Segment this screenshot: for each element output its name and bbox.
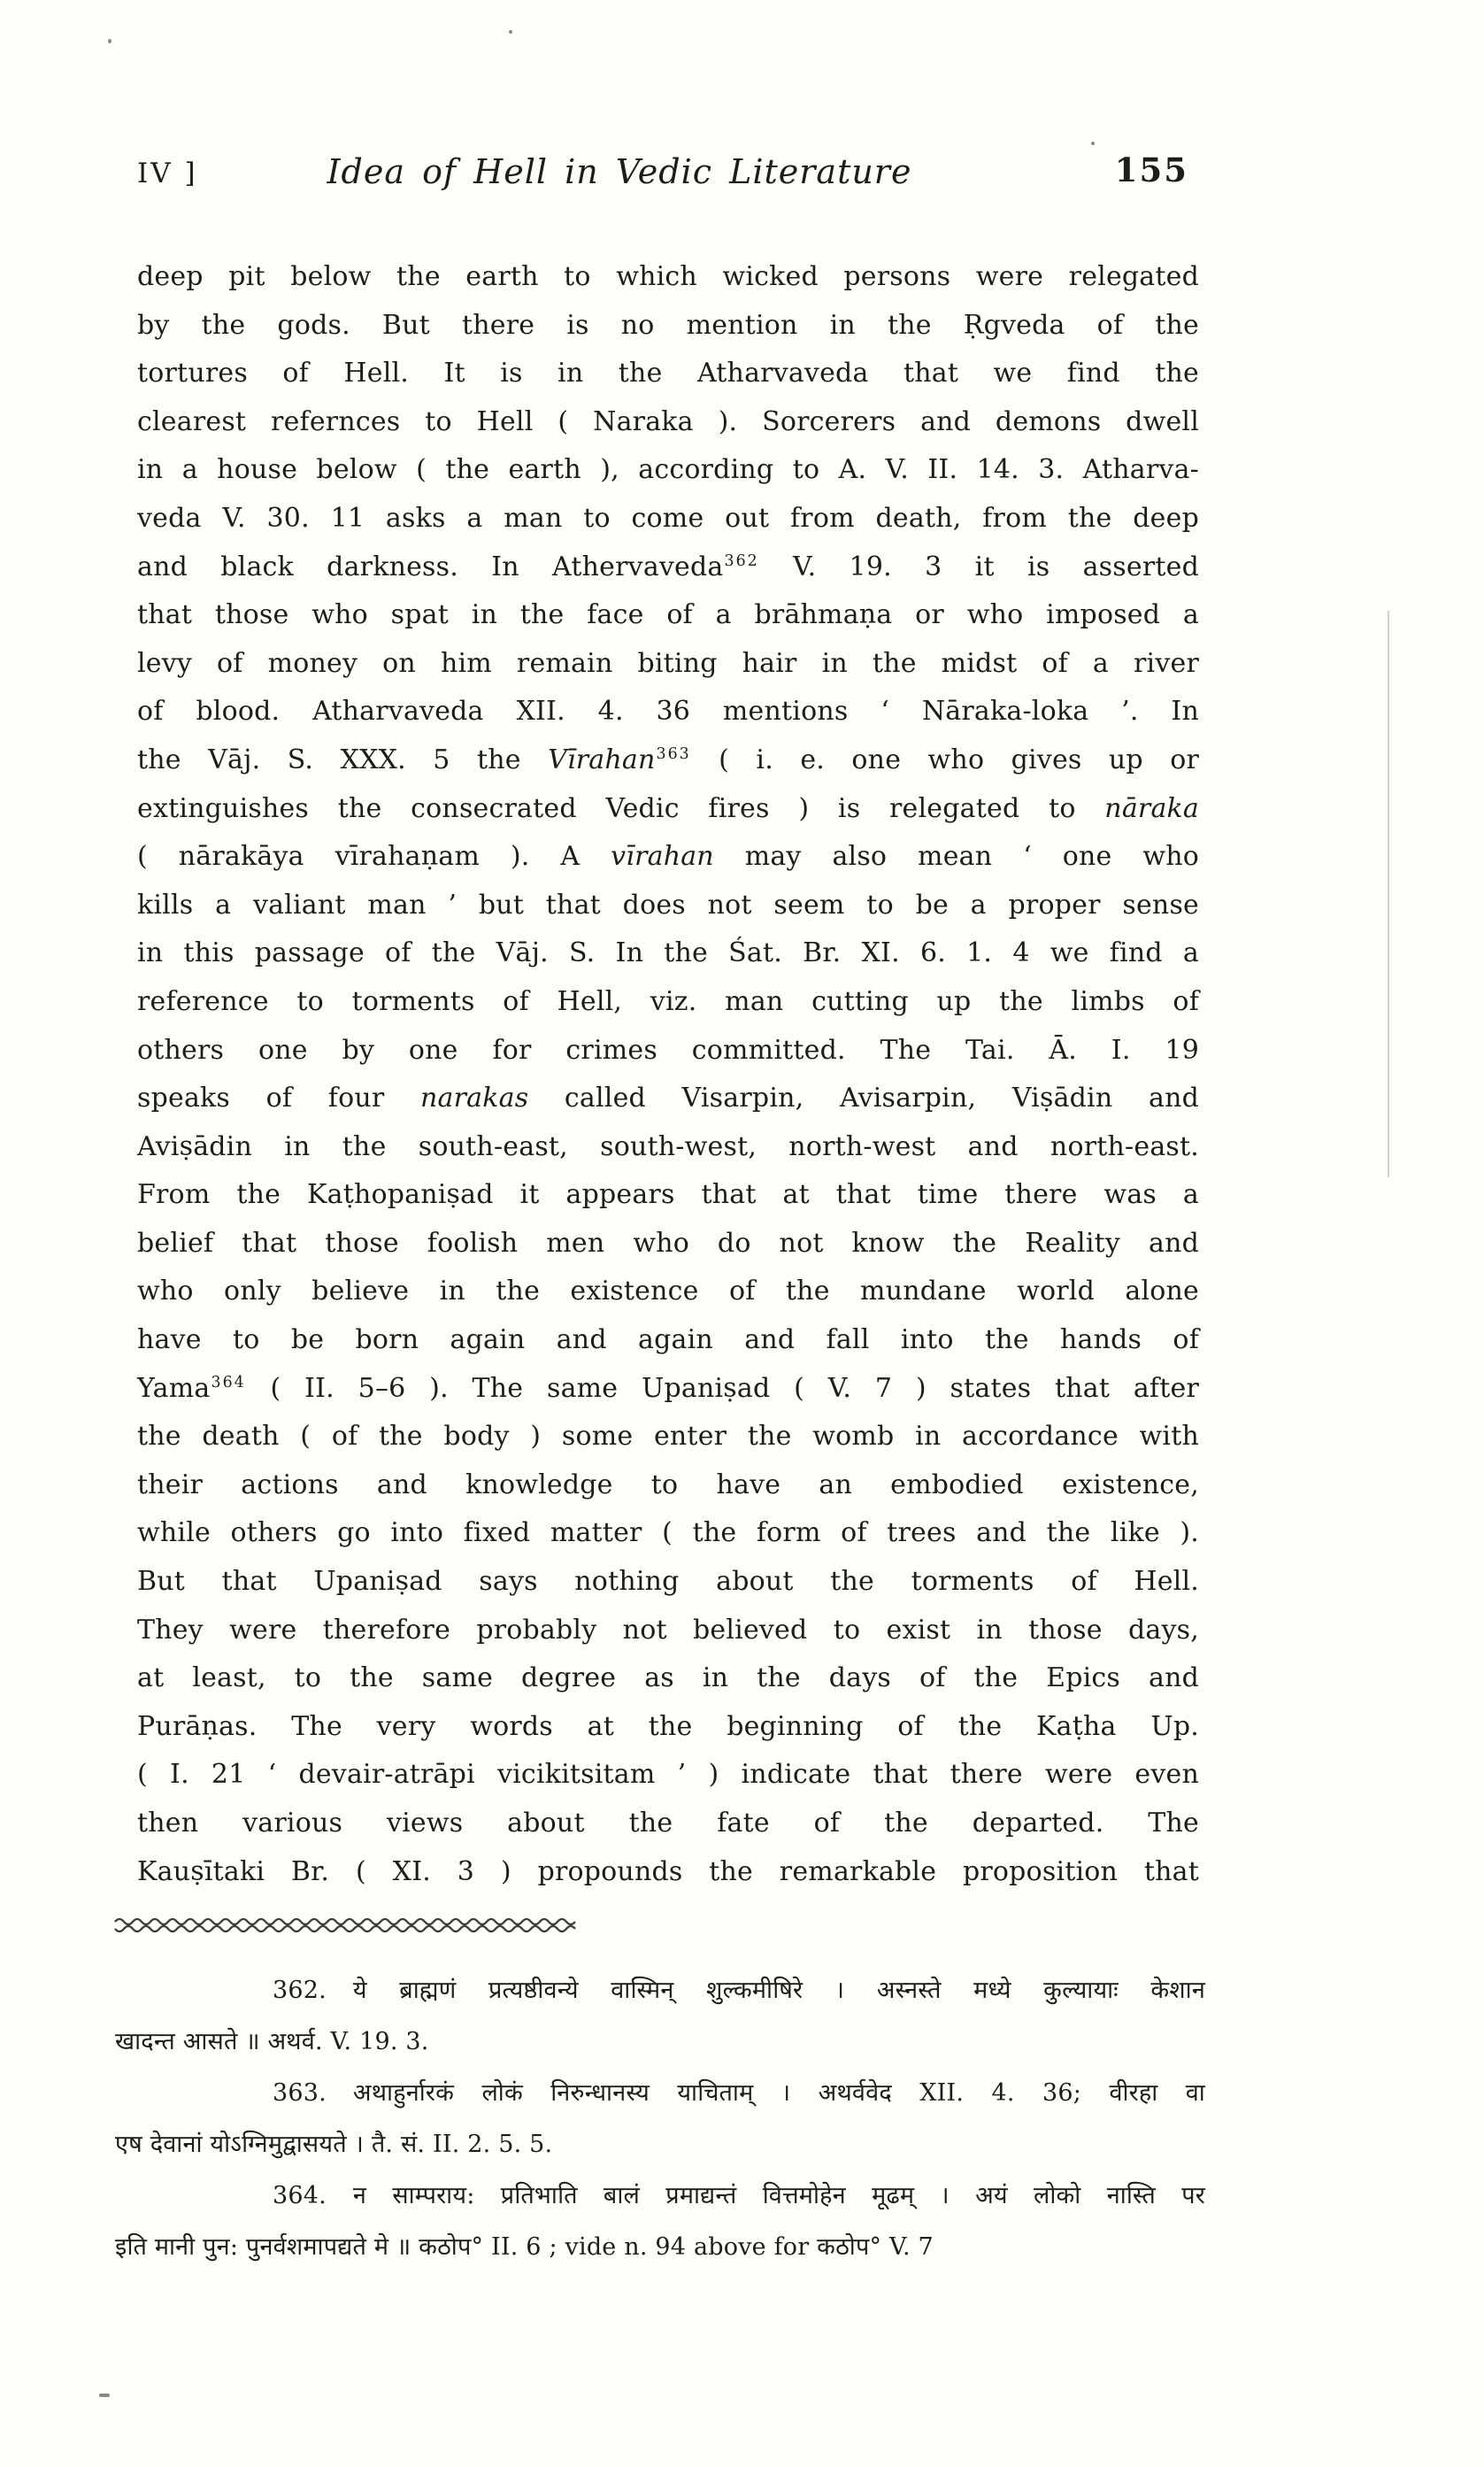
text-line (137, 833, 1199, 882)
text-run: V. 19. 3 it is asserted (759, 551, 1199, 582)
text-run: in a house below ( the earth ), according to A. V. II. 14. 3. Atharva- (137, 454, 1199, 486)
text-line (137, 1027, 1199, 1075)
text-run: अथाहुर्नारकं लोकं निरुन्धानस्य याचिताम् । अथर्ववेद XII. 4. 36; वीरहा वा (352, 2079, 1205, 2107)
text-run: extinguishes the consecrated Vedic fires ) is relegated to (137, 792, 1105, 824)
text-line (137, 1509, 1199, 1558)
text-run: in this passage of the Vāj. S. In the Śat. Br. XI. 6. 1. 4 we find a (137, 937, 1199, 969)
text-line (137, 253, 1199, 302)
text-run: Yama (137, 1372, 211, 1404)
text-run: and black darkness. In Athervaveda (137, 551, 724, 582)
footnote-number: 363. (273, 2079, 327, 2107)
page-header (137, 149, 1199, 202)
running-title: Idea of Hell in Vedic Literature (327, 152, 912, 191)
text-line (137, 1461, 1199, 1510)
text-line (137, 1558, 1199, 1607)
text-line (137, 1365, 1199, 1414)
text-line (137, 1413, 1199, 1461)
text-line (137, 495, 1199, 544)
text-line (137, 1268, 1199, 1316)
footnote-number: 364. (273, 2182, 327, 2209)
text-line (137, 882, 1199, 930)
text-run: ( I. 21 ‘ devair-atrāpi vicikitsitam ’ ) indicate that there were even (137, 1759, 1199, 1791)
text-run: while others go into fixed matter ( the form of trees and the like ). (137, 1517, 1199, 1549)
text-run: न साम्पराय: प्रतिभाति बालं प्रमाद्यन्तं वित्तमोहेन मूढम् । अयं लोको नास्ति पर (352, 2182, 1205, 2209)
footnote-line (115, 2222, 1205, 2273)
text-run: who only believe in the existence of the mundane world alone (137, 1276, 1199, 1307)
text-line (137, 446, 1199, 495)
text-run: ये ब्राह्मणं प्रत्यष्ठीवन्ये वास्मिन् शुल्कमीषिरे । अस्नस्ते मध्ये कुल्यायाः केशान (352, 1977, 1205, 2004)
scan-speck (99, 2394, 110, 2397)
text-line (137, 736, 1199, 785)
text-run: Aviṣādin in the south-east, south-west, north-west and north-east. (137, 1130, 1199, 1162)
text-run: tortures of Hell. It is in the Atharvaveda that we find the (137, 358, 1199, 389)
text-run: called Visarpin, Avisarpin, Viṣādin and (528, 1083, 1199, 1114)
footnote-line (115, 2170, 1205, 2222)
text-run: Vīrahan (548, 744, 656, 775)
text-line (137, 978, 1199, 1027)
text-line (137, 929, 1199, 978)
text-line (137, 1171, 1199, 1220)
text-line (137, 1848, 1199, 1897)
footnote-ref: 364 (211, 1373, 246, 1392)
text-line (137, 1220, 1199, 1268)
text-line (137, 398, 1199, 447)
text-run: at least, to the same degree as in the days of the Epics and (137, 1662, 1199, 1694)
text-run: deep pit below the earth to which wicked persons were relegated (137, 261, 1199, 292)
text-run: veda V. 30. 11 asks a man to come out from death, from the deep (137, 502, 1199, 534)
text-run: Purāṇas. The very words at the beginning of the Kaṭha Up. (137, 1710, 1199, 1742)
text-line (137, 1607, 1199, 1655)
text-run: belief that those foolish men who do not know the Reality and (137, 1227, 1199, 1259)
scan-speck (509, 30, 512, 34)
text-run: then various views about the fate of the departed. The (137, 1808, 1199, 1839)
text-line (137, 1800, 1199, 1848)
footnote-line (115, 1965, 1205, 2016)
footnote-ref: 363 (656, 744, 691, 763)
text-run: of blood. Atharvaveda XII. 4. 36 mentions ‘ Nāraka-loka ’. In (137, 696, 1199, 728)
text-line (137, 1075, 1199, 1123)
text-run: speaks of four (137, 1083, 421, 1114)
chapter-marker: IV ] (137, 158, 198, 189)
text-line (137, 350, 1199, 398)
text-run: levy of money on him remain biting hair in the midst of a river (137, 647, 1199, 679)
text-run: इति मानी पुन: पुनर्वशमापद्यते मे ॥ कठोप° II. 6 ; vide n. 94 above for कठोप° V. 7 (115, 2233, 934, 2261)
text-run: by the gods. But there is no mention in the Ṛgveda of the (137, 309, 1199, 341)
text-run: ( nārakāya vīrahaṇam ). A (137, 841, 611, 873)
text-run: They were therefore probably not believed to exist in those days, (137, 1614, 1199, 1646)
footnote-ref: 362 (724, 551, 759, 570)
text-run: ( i. e. one who gives up or (691, 744, 1199, 775)
text-line (137, 1123, 1199, 1172)
text-line (137, 1654, 1199, 1703)
text-run: narakas (420, 1083, 529, 1114)
text-run: nāraka (1104, 792, 1199, 824)
scan-fold-line (1388, 611, 1389, 1177)
text-line (137, 640, 1199, 689)
main-text (137, 253, 1199, 1896)
text-line (137, 1751, 1199, 1800)
page-number: 155 (1114, 150, 1188, 189)
text-line (137, 591, 1199, 640)
text-run: clearest refernces to Hell ( Naraka ). Sorcerers and demons dwell (137, 405, 1199, 437)
footnote-divider (113, 1916, 577, 1935)
text-run: But that Upaniṣad says nothing about the torments of Hell. (137, 1566, 1199, 1598)
text-run: From the Kaṭhopaniṣad it appears that at that time there was a (137, 1179, 1199, 1211)
scan-speck (108, 39, 111, 43)
footnote-number: 362. (273, 1977, 327, 2004)
text-run: others one by one for crimes committed. The Tai. Ā. I. 19 (137, 1034, 1199, 1066)
text-run: have to be born again and again and fall into the hands of (137, 1324, 1199, 1356)
footnote-line (115, 2119, 1205, 2170)
text-run: Kauṣītaki Br. ( XI. 3 ) propounds the remarkable proposition that (137, 1855, 1199, 1887)
footnotes (115, 1965, 1205, 2273)
text-line (137, 544, 1199, 592)
text-line (137, 688, 1199, 736)
footnote-line (115, 2016, 1205, 2068)
text-run: reference to torments of Hell, viz. man cutting up the limbs of (137, 985, 1199, 1017)
text-line (137, 785, 1199, 834)
text-line (137, 1316, 1199, 1365)
scan-speck (1091, 142, 1095, 145)
text-run: एष देवानां योऽग्निमुद्वासयते । तै. सं. II. 2. 5. 5. (115, 2131, 553, 2158)
text-line (137, 1703, 1199, 1752)
text-line (137, 302, 1199, 351)
text-run: ( II. 5–6 ). The same Upaniṣad ( V. 7 ) states that after (246, 1372, 1199, 1404)
text-run: may also mean ‘ one who (713, 841, 1199, 873)
text-run: the Vāj. S. XXX. 5 the (137, 744, 549, 775)
text-run: the death ( of the body ) some enter the womb in accordance with (137, 1421, 1199, 1453)
text-run: vīrahan (611, 841, 714, 873)
text-run: their actions and knowledge to have an embodied existence, (137, 1469, 1199, 1500)
footnote-line (115, 2068, 1205, 2119)
text-run: खादन्त आसते ॥ अथर्व. V. 19. 3. (115, 2028, 429, 2055)
text-run: kills a valiant man ’ but that does not seem to be a proper sense (137, 889, 1199, 921)
text-run: that those who spat in the face of a brāhmaṇa or who imposed a (137, 599, 1199, 631)
